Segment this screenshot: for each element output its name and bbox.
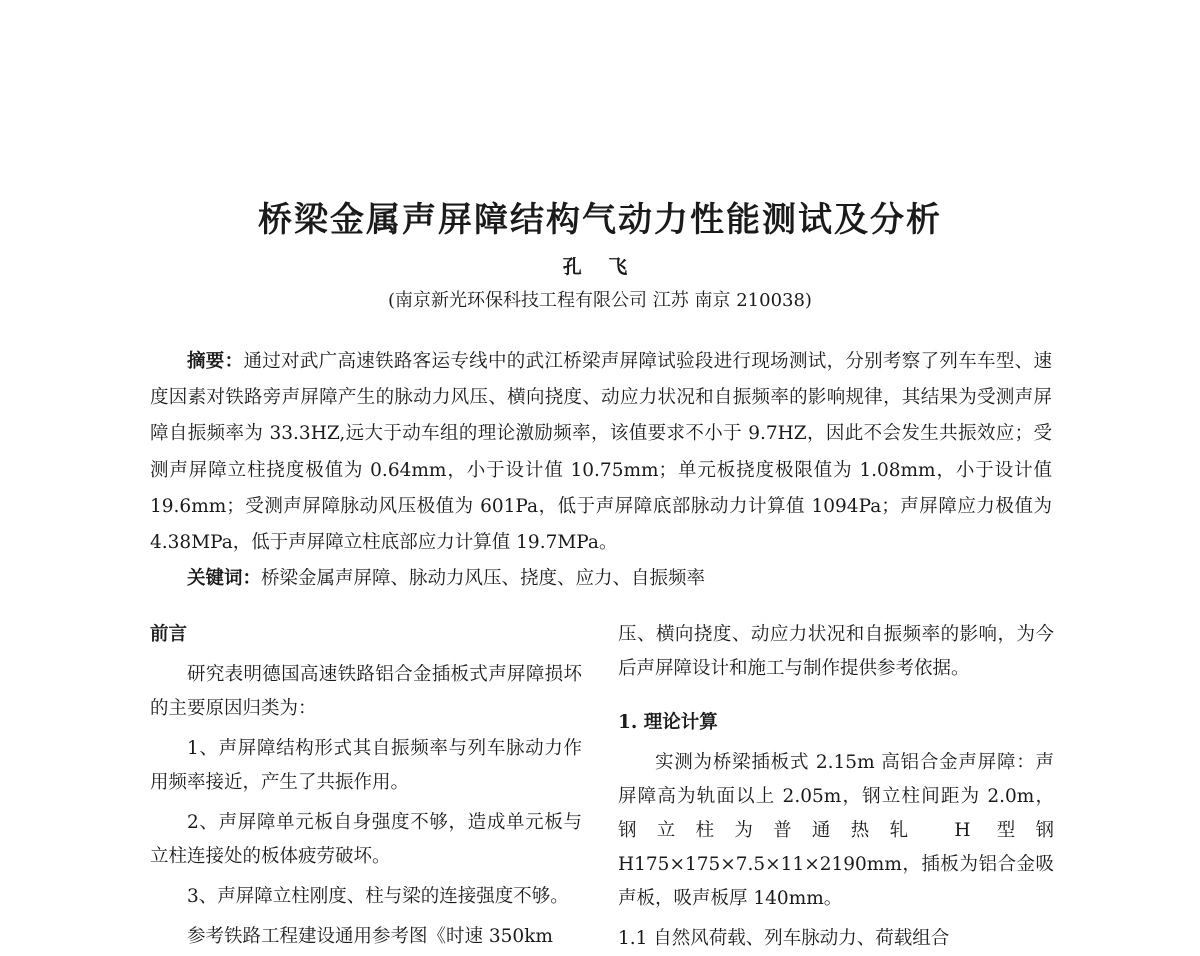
left-column bbox=[150, 618, 582, 954]
paper-title: 桥梁金属声屏障结构气动力性能测试及分析 bbox=[258, 200, 942, 240]
preface-last-line: 参考铁路工程建设通用参考图《时速 350km bbox=[187, 926, 553, 947]
theory-text: 实测为桥梁插板式 2.15m 高铝合金声屏障：声屏障高为轨面以上 2.05m，钢立柱间距为 2.0m， 钢立柱为普通热轧 H 型钢 H175×175×7.5×11×2190mm，插板为铝合金吸声板，吸声板厚 140mm。 bbox=[618, 752, 1054, 909]
abstract-paragraph bbox=[150, 344, 1052, 561]
preface-item: 1、声屏障结构形式其自振频率与列车脉动力作用频率接近，产生了共振作用。 bbox=[150, 738, 582, 793]
section-heading-preface: 前言 bbox=[150, 624, 188, 645]
preface-item: 2、声屏障单元板自身强度不够，造成单元板与立柱连接处的板体疲劳破坏。 bbox=[150, 812, 582, 867]
subsection-heading: 1.1 自然风荷载、列车脉动力、荷载组合 bbox=[618, 928, 950, 949]
keywords-text: 桥梁金属声屏障、脉动力风压、挠度、应力、自振频率 bbox=[261, 568, 706, 590]
preface-intro: 研究表明德国高速铁路铝合金插板式声屏障损坏的主要原因归类为： bbox=[150, 664, 582, 719]
author-name: 孔 飞 bbox=[562, 256, 638, 278]
author-affiliation: (南京新光环保科技工程有限公司 江苏 南京 210038) bbox=[388, 290, 812, 311]
section-heading-theory: 1. 理论计算 bbox=[618, 712, 718, 733]
continuation-text: 压、横向挠度、动应力状况和自振频率的影响，为今后声屏障设计和施工与制作提供参考依据。 bbox=[618, 624, 1054, 679]
abstract-block bbox=[150, 344, 1052, 597]
abstract-text: 通过对武广高速铁路客运专线中的武江桥梁声屏障试验段进行现场测试，分别考察了列车车型、速度因素对铁路旁声屏障产生的脉动力风压、横向挠度、动应力状况和自振频率的影响规律，其结果为受测声屏障自振频率为 33.3HZ,远大于动车组的理论激励频率，该值要求不小于 9.7HZ，因此不会发生共振效应；受测声屏障立柱挠度极值为 0.64mm，小于设计值 10.75mm；单元板挠度极限值为 1.08mm，小于设计值 19.6mm；受测声屏障脉动风压极值为 601Pa，低于声屏障底部脉动力计算值 1094Pa；声屏障应力极值为 4.38MPa，低于声屏障立柱底部应力计算值 19.7MPa。 bbox=[150, 351, 1052, 554]
keywords-label: 关键词： bbox=[187, 568, 262, 590]
right-column bbox=[618, 618, 1054, 956]
abstract-label: 摘要： bbox=[187, 351, 244, 372]
keywords-paragraph bbox=[150, 561, 1052, 597]
preface-item: 3、声屏障立柱刚度、柱与梁的连接强度不够。 bbox=[187, 886, 569, 907]
